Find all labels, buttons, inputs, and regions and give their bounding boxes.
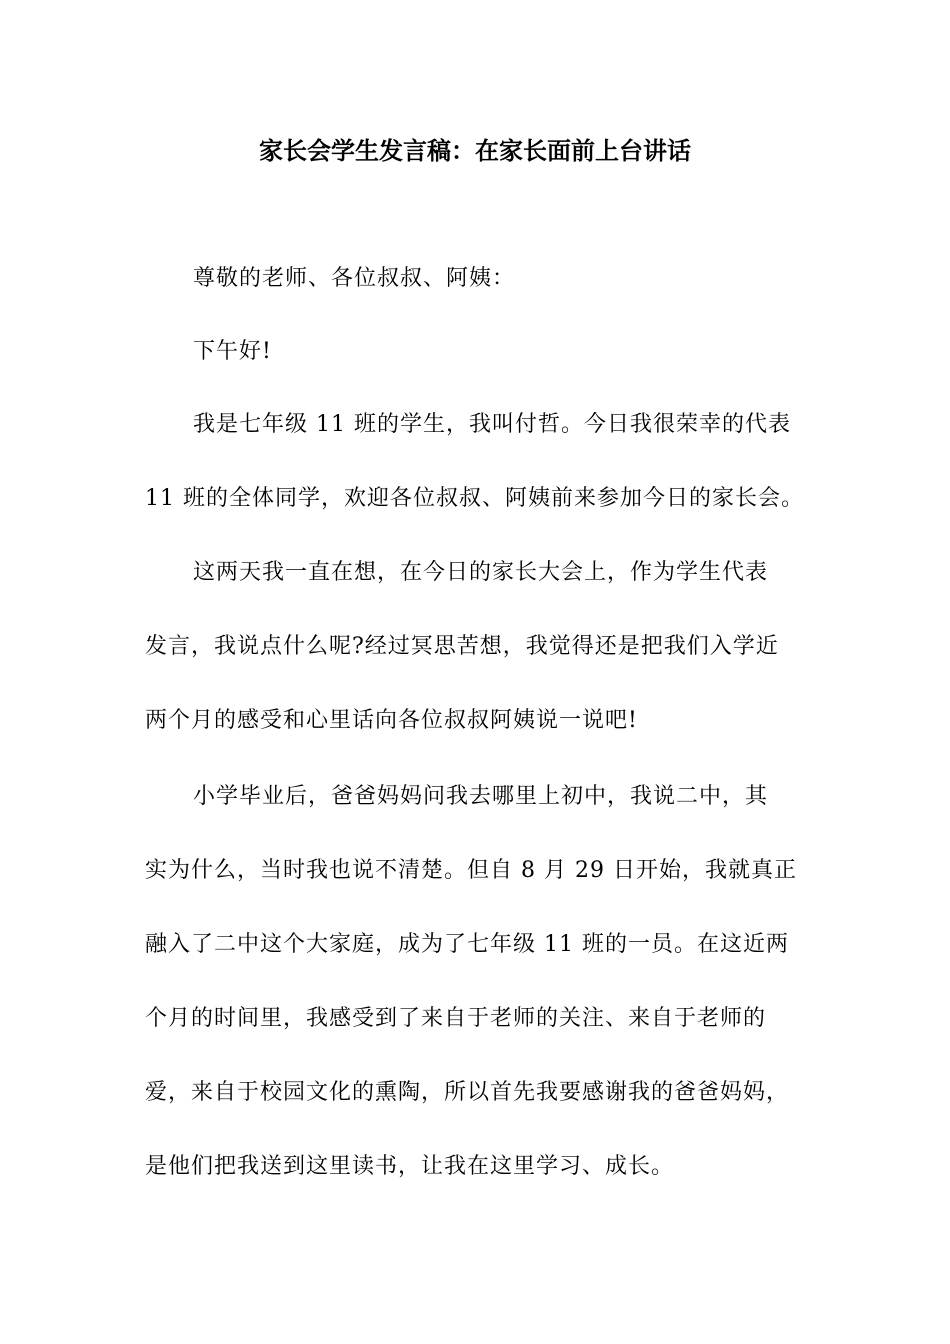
paragraph-line: 是他们把我送到这里读书，让我在这里学习、成长。 — [145, 1154, 675, 1179]
paragraph-line: 11 班的全体同学，欢迎各位叔叔、阿姨前来参加今日的家长会。 — [145, 486, 804, 511]
paragraph-line: 实为什么，当时我也说不清楚。但自 8 月 29 日开始，我就真正 — [145, 858, 797, 883]
paragraph-line: 爱，来自于校园文化的熏陶，所以首先我要感谢我的爸爸妈妈， — [145, 1080, 790, 1105]
document-title: 家长会学生发言稿：在家长面前上台讲话 — [259, 137, 691, 165]
paragraph-line: 这两天我一直在想，在今日的家长大会上，作为学生代表 — [193, 560, 769, 585]
paragraph-line: 小学毕业后，爸爸妈妈问我去哪里上初中，我说二中，其 — [193, 784, 769, 809]
salutation-line: 尊敬的老师、各位叔叔、阿姨： — [193, 266, 516, 291]
paragraph-line: 发言，我说点什么呢?经过冥思苦想，我觉得还是把我们入学近 — [145, 634, 779, 659]
paragraph-line: 个月的时间里，我感受到了来自于老师的关注、来自于老师的 — [145, 1006, 767, 1031]
paragraph-line: 我是七年级 11 班的学生，我叫付哲。今日我很荣幸的代表 — [193, 412, 791, 437]
paragraph-line: 两个月的感受和心里话向各位叔叔阿姨说一说吧! — [145, 708, 638, 733]
greeting-line: 下午好! — [193, 339, 272, 364]
paragraph-line: 融入了二中这个大家庭，成为了七年级 11 班的一员。在这近两 — [145, 932, 789, 957]
